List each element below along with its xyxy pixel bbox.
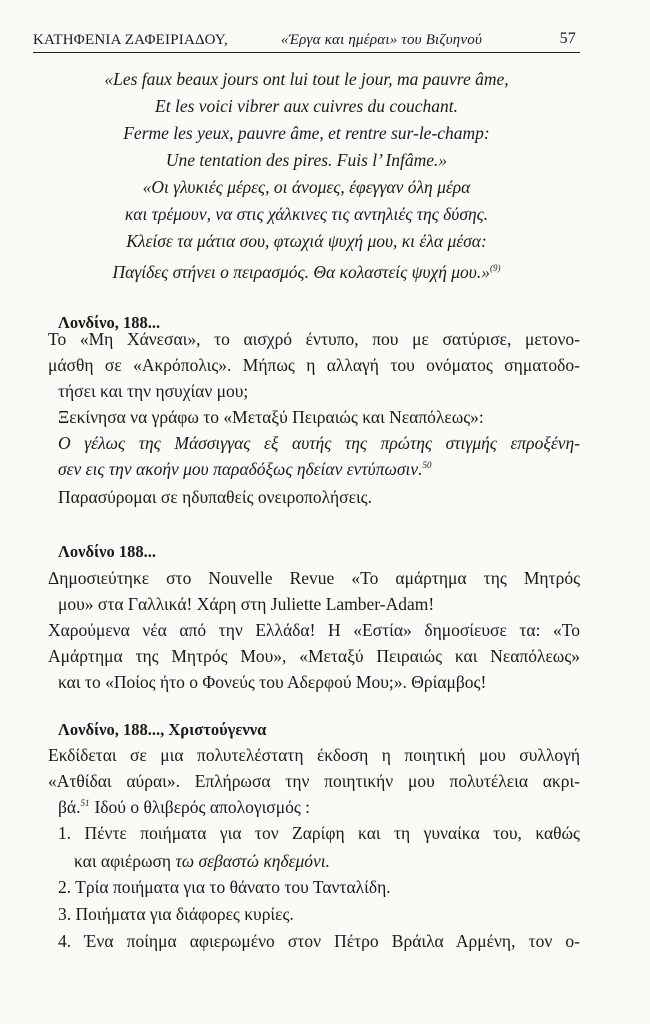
- list-item-continuation: [74, 851, 596, 872]
- paragraph-line: Χαρούμενα νέα από την Ελλάδα! Η «Εστία» δημοσίευσε τα: «Το: [48, 620, 580, 640]
- page-number: 57: [559, 30, 576, 47]
- section-heading: Λονδίνο 188...: [58, 542, 157, 561]
- list-item: 1. Πέντε ποιήματα για τον Ζαρίφη και τη γυναίκα του, καθώς: [58, 823, 580, 843]
- list-item-text: τω σεβαστώ κηδεμόνι.: [175, 851, 331, 871]
- verse-line: «Les faux beaux jours ont lui tout le jour, ma pauvre âme,: [104, 69, 509, 89]
- paragraph-line: Ο γέλως της Μάσσιγγας εξ αυτής της πρώτης στιγμής επροξένη-: [58, 433, 580, 453]
- paragraph-line-text: σεν εις την ακοήν μου παραδόξως ηδείαν εντύπωσιν.: [58, 459, 423, 479]
- paragraph-line: Το «Μη Χάνεσαι», το αισχρό έντυπο, που με σατύρισε, μετονο-: [48, 329, 580, 349]
- running-header: [33, 30, 580, 53]
- paragraph-line: μου» στα Γαλλικά! Χάρη στη Juliette Lamber-Adam!: [58, 594, 435, 614]
- paragraph-line: τήσει και την ησυχίαν μου;: [58, 381, 249, 401]
- list-item: 2. Τρία ποιήματα για το θάνατο του Τανταλίδη.: [58, 877, 391, 897]
- verse-line-text: Παγίδες στήνει ο πειρασμός. Θα κολαστείς ψυχή μου.»: [112, 261, 490, 282]
- section-heading: Λονδίνο, 188...: [58, 313, 161, 332]
- verse-line: Et les voici vibrer aux cuivres du couchant.: [155, 96, 458, 116]
- paragraph-line: Δημοσιεύτηκε στο Nouvelle Revue «Το αμάρτημα της Μητρός: [48, 568, 580, 588]
- verse-block: [33, 66, 580, 286]
- verse-line: Ferme les yeux, pauvre âme, et rentre sur-le-champ:: [123, 123, 490, 143]
- verse-line: Κλείσε τα μάτια σου, φτωχιά ψυχή μου, κι έλα μέσα:: [126, 231, 487, 251]
- paragraph-line: [58, 797, 580, 818]
- paragraph-line: Ξεκίνησα να γράφω το «Μεταξύ Πειραιώς και Νεαπόλεως»:: [58, 407, 484, 427]
- paragraph-line: Εκδίδεται σε μια πολυτελέστατη έκδοση η ποιητική μου συλλογή: [48, 745, 580, 765]
- paragraph-line-text: Ιδού ο θλιβερός απολογισμός :: [94, 797, 311, 817]
- list-item-text: και αφιέρωση: [74, 851, 172, 871]
- header-author: ΚΑΤΗΦΕΝΙΑ ΖΑΦΕΙΡΙΑΔΟΥ,: [33, 32, 228, 48]
- footnote-marker: 51: [80, 798, 90, 809]
- paragraph-line: Παρασύρομαι σε ηδυπαθείς ονειροπολήσεις.: [58, 487, 372, 507]
- list-item: 3. Ποιήματα για διάφορες κυρίες.: [58, 904, 294, 924]
- paragraph-line: [58, 459, 580, 480]
- paragraph-line: μάσθη σε «Ακρόπολις». Μήπως η αλλαγή του ονόματος σηματοδο-: [48, 355, 580, 375]
- footnote-marker: 50: [422, 460, 432, 471]
- paragraph-line-text: βά.: [58, 797, 81, 817]
- verse-line: και τρέμουν, να στις χάλκινες τις αντηλιές της δύσης.: [124, 204, 489, 224]
- paragraph-line: «Ατθίδαι αύραι». Επλήρωσα την ποιητικήν μου πολυτέλεια ακρι-: [48, 771, 580, 791]
- header-work-title: «Έργα και ημέραι» του Βιζυηνού: [281, 32, 483, 48]
- paragraph-line: Αμάρτημα της Μητρός Μου», «Μεταξύ Πειραιώς και Νεαπόλεως»: [48, 646, 580, 666]
- verse-line: «Οι γλυκιές μέρες, οι άνομες, έφεγγαν όλη μέρα: [142, 177, 471, 197]
- section-heading: Λονδίνο, 188..., Χριστούγεννα: [58, 720, 267, 739]
- verse-line: Une tentation des pires. Fuis l’ Infâme.»: [165, 150, 448, 170]
- footnote-marker: (9): [489, 263, 501, 273]
- verse-line: [33, 255, 580, 286]
- list-item: 4. Ένα ποίημα αφιερωμένο στον Πέτρο Βράιλα Αρμένη, τον ο-: [58, 931, 580, 951]
- paragraph-line: και το «Ποίος ήτο ο Φονεύς του Αδερφού Μου;». Θρίαμβος!: [58, 672, 487, 692]
